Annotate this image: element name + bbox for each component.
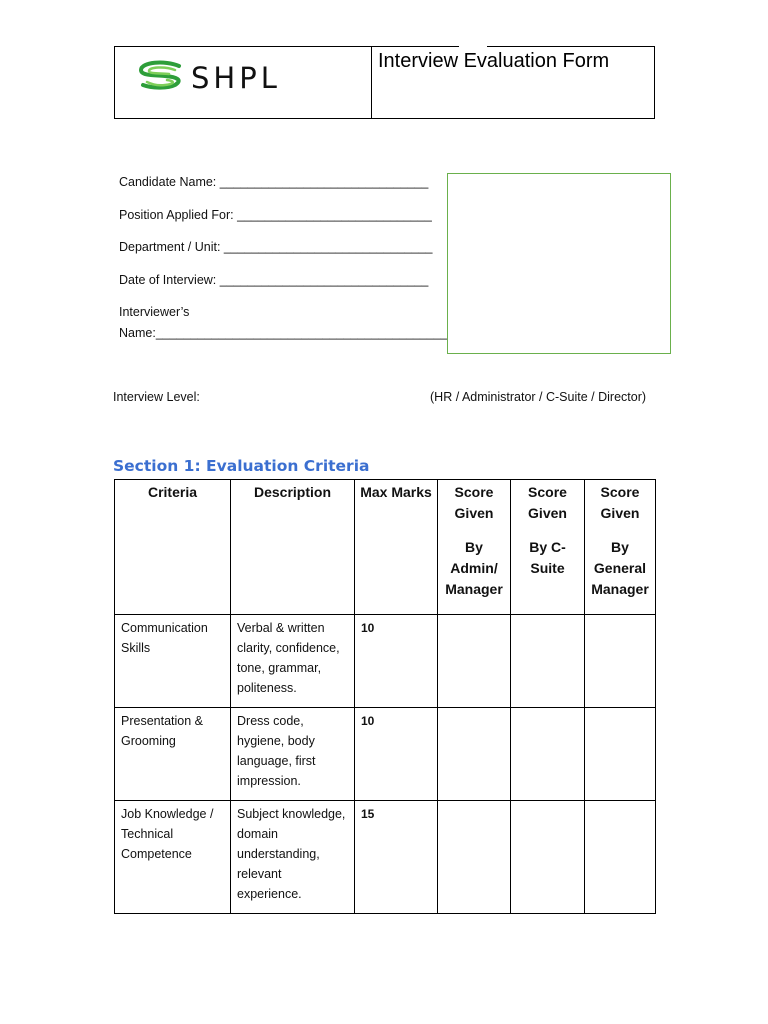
score-admin-cell[interactable] bbox=[438, 708, 511, 801]
score-csuite-cell[interactable] bbox=[511, 708, 585, 801]
date-of-interview-label: Date of Interview: bbox=[119, 273, 217, 287]
table-header-row bbox=[115, 480, 656, 615]
candidate-name-field[interactable] bbox=[119, 175, 428, 189]
criteria-cell: Communication Skills bbox=[115, 615, 231, 708]
position-applied-blank[interactable]: ____________________________ bbox=[233, 208, 432, 222]
logo-wordmark: SHPL bbox=[191, 61, 281, 95]
date-of-interview-blank[interactable]: ______________________________ bbox=[216, 273, 429, 287]
position-applied-label: Position Applied For: bbox=[119, 208, 234, 222]
description-cell: Verbal & written clarity, confidence, tone, grammar, politeness. bbox=[231, 615, 355, 708]
description-header: Description bbox=[231, 480, 355, 615]
description-cell: Dress code, hygiene, body language, first impression. bbox=[231, 708, 355, 801]
title-cell bbox=[372, 47, 654, 118]
score-given-label: Score Given bbox=[528, 484, 567, 521]
score-admin-cell[interactable] bbox=[438, 615, 511, 708]
interviewer-name-field[interactable]: Name:__________________________________________ bbox=[119, 326, 448, 340]
position-applied-field[interactable] bbox=[119, 208, 432, 222]
score-csuite-cell[interactable] bbox=[511, 615, 585, 708]
candidate-name-blank[interactable]: ______________________________ bbox=[216, 175, 429, 189]
form-title: Interview Evaluation Form bbox=[378, 50, 610, 72]
criteria-header: Criteria bbox=[115, 480, 231, 615]
max-marks-cell: 10 bbox=[355, 615, 438, 708]
photo-box bbox=[447, 173, 671, 354]
score-gm-cell[interactable] bbox=[585, 708, 656, 801]
max-marks-cell: 10 bbox=[355, 708, 438, 801]
section-title: Section 1: Evaluation Criteria bbox=[113, 457, 370, 475]
company-logo-icon bbox=[135, 60, 199, 92]
interview-level-options: (HR / Administrator / C-Suite / Director) bbox=[430, 390, 647, 404]
score-gm-header bbox=[585, 480, 656, 615]
department-unit-field[interactable] bbox=[119, 240, 432, 254]
score-given-label: Score Given bbox=[600, 484, 640, 521]
evaluation-table bbox=[114, 479, 656, 914]
logo-cell bbox=[115, 47, 372, 118]
max-marks-cell: 15 bbox=[355, 801, 438, 914]
table-row bbox=[115, 801, 656, 914]
by-csuite-label: By C-Suite bbox=[529, 539, 566, 576]
table-row bbox=[115, 708, 656, 801]
max-marks-header: Max Marks bbox=[355, 480, 438, 615]
date-of-interview-field[interactable] bbox=[119, 273, 428, 287]
form-header bbox=[114, 46, 655, 119]
score-admin-cell[interactable] bbox=[438, 801, 511, 914]
score-admin-header bbox=[438, 480, 511, 615]
score-gm-cell[interactable] bbox=[585, 615, 656, 708]
department-unit-label: Department / Unit: bbox=[119, 240, 221, 254]
score-gm-cell[interactable] bbox=[585, 801, 656, 914]
score-csuite-cell[interactable] bbox=[511, 801, 585, 914]
criteria-cell: Presentation & Grooming bbox=[115, 708, 231, 801]
criteria-cell: Job Knowledge / Technical Competence bbox=[115, 801, 231, 914]
interviewer-name-label-line1: Interviewer’s bbox=[119, 305, 190, 319]
score-csuite-header bbox=[511, 480, 585, 615]
table-row bbox=[115, 615, 656, 708]
description-cell: Subject knowledge, domain understanding, relevant experience. bbox=[231, 801, 355, 914]
by-admin-label: By Admin/ Manager bbox=[445, 539, 503, 597]
interview-level-label: Interview Level: bbox=[113, 390, 200, 404]
by-gm-label: By General Manager bbox=[591, 539, 649, 597]
department-unit-blank[interactable]: ______________________________ bbox=[220, 240, 433, 254]
score-given-label: Score Given bbox=[454, 484, 494, 521]
candidate-name-label: Candidate Name: bbox=[119, 175, 217, 189]
